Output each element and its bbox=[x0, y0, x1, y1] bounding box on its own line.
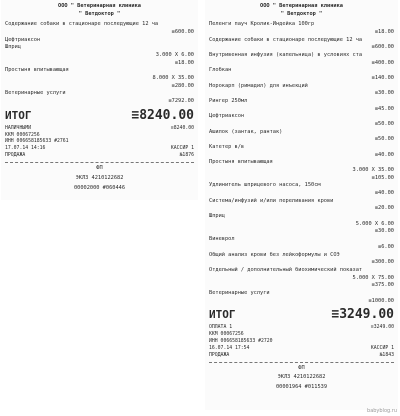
line-item-name: Внутривенная инфузия (капельница) в условиях ста bbox=[209, 52, 363, 59]
line-item-amount: ≡50.00 bbox=[374, 121, 394, 128]
line-item bbox=[209, 228, 394, 236]
receipt-org-name: ООО " Ветеринарная клиника bbox=[58, 3, 141, 9]
line-item bbox=[209, 113, 394, 128]
line-item-name: Норокарп (римадил) для инъекций bbox=[209, 82, 308, 89]
receipt-total-label: ИТОГ bbox=[5, 108, 32, 122]
line-item-name: Отдельный / дополнительный биохимический показат bbox=[209, 266, 363, 273]
line-item bbox=[209, 29, 394, 37]
line-item bbox=[209, 37, 394, 52]
line-item-name: Шприц bbox=[209, 213, 225, 220]
line-item bbox=[5, 67, 194, 75]
line-item bbox=[209, 221, 394, 229]
line-item-amount: ≡600.00 bbox=[371, 44, 394, 51]
receipt-date-row bbox=[5, 146, 194, 153]
receipt-sale: ПРОДАЖА bbox=[5, 153, 26, 159]
line-item bbox=[209, 213, 394, 221]
line-item bbox=[209, 290, 394, 305]
line-item bbox=[5, 37, 194, 45]
receipt-items bbox=[5, 21, 194, 105]
line-item-amount: 5.000 X 75.00 bbox=[352, 274, 394, 281]
line-item bbox=[5, 83, 194, 91]
payment-value: ≡3249.00 bbox=[370, 325, 394, 331]
line-item-amount: ≡50.00 bbox=[374, 136, 394, 143]
line-item-amount: ≡1000.00 bbox=[368, 297, 394, 304]
line-item-name: Цефтриаксон bbox=[209, 113, 245, 120]
line-item-name: Общий анализ крови без лейкоформулы и СОЭ bbox=[209, 251, 340, 258]
line-item-amount: ≡30.00 bbox=[374, 90, 394, 97]
line-item-amount: ≡30.00 bbox=[374, 228, 394, 235]
payment-label: ОПЛАТА 1 bbox=[209, 325, 233, 331]
receipt-cashier: КАССИР 1 bbox=[170, 146, 194, 152]
line-item-name: Простыня впитывающая bbox=[5, 67, 69, 74]
line-item bbox=[209, 267, 394, 275]
divider bbox=[209, 362, 394, 363]
receipt-doc-number: №1876 bbox=[179, 153, 194, 159]
receipt-date: 16.07.14 17:54 bbox=[209, 345, 250, 351]
receipt-date: 17.07.14 14:16 bbox=[5, 146, 46, 152]
line-item bbox=[209, 175, 394, 183]
receipt-inn-row bbox=[209, 339, 394, 346]
line-item-name: Удлинитель шприцевого насоса, 150см bbox=[209, 182, 321, 189]
watermark: babyblog.ru bbox=[367, 408, 397, 414]
line-item-amount: ≡6.00 bbox=[378, 243, 394, 250]
line-item bbox=[209, 182, 394, 197]
receipt-date-row bbox=[209, 346, 394, 353]
divider bbox=[5, 162, 194, 163]
line-item-amount: ≡40.00 bbox=[374, 151, 394, 158]
line-item-name: Виневрол bbox=[209, 236, 235, 243]
receipt-total-row bbox=[5, 107, 194, 126]
line-item-amount: ≡18.00 bbox=[174, 59, 194, 66]
receipt-eklz: ЭКЛЗ 4210122682 bbox=[75, 175, 124, 182]
line-item bbox=[209, 198, 394, 213]
line-item-amount: ≡18.00 bbox=[374, 29, 394, 36]
line-item bbox=[5, 90, 194, 105]
receipt-org-name-2: " Ветдоктор " bbox=[78, 10, 121, 17]
receipt-total-label: ИТОГ bbox=[209, 308, 236, 322]
line-item-name: Система/инфузий и/или переливания крови bbox=[209, 197, 334, 204]
receipt-org-name: ООО " Ветеринарная клиника bbox=[260, 3, 343, 9]
line-item bbox=[209, 129, 394, 144]
line-item-name: Глобкан bbox=[209, 67, 232, 74]
line-item-amount: ≡375.00 bbox=[371, 282, 394, 289]
line-item-name: Ашилок (зантак, рантак) bbox=[209, 128, 283, 135]
line-item-name: Катетер в/в bbox=[209, 144, 245, 151]
receipt-fp: ФП bbox=[96, 165, 103, 172]
line-item-amount: 5.000 X 6.00 bbox=[355, 220, 394, 227]
line-item bbox=[209, 252, 394, 267]
receipt-sale: ПРОДАЖА bbox=[209, 352, 230, 358]
line-item-amount: ≡45.00 bbox=[374, 105, 394, 112]
line-item bbox=[209, 21, 394, 29]
receipt-eklz-number: 00001964 #011539 bbox=[275, 384, 328, 391]
line-item bbox=[209, 275, 394, 283]
receipt-sale-row bbox=[5, 153, 194, 160]
receipt-total-row bbox=[209, 306, 394, 325]
line-item-amount: ≡140.00 bbox=[371, 75, 394, 82]
line-item-name: Содержание собаки в стационаре последующие 12 ча bbox=[209, 36, 363, 43]
line-item bbox=[209, 52, 394, 67]
receipt-payment-row bbox=[209, 325, 394, 332]
receipt-sale-row bbox=[209, 353, 394, 360]
line-item-name: Пеленги пауч Кролик-Индейка 100гр bbox=[209, 21, 315, 28]
receipt-payment-row bbox=[5, 126, 194, 133]
line-item bbox=[5, 60, 194, 68]
receipt-items bbox=[209, 21, 394, 305]
payment-value: ≡8240.00 bbox=[170, 125, 194, 131]
line-item bbox=[5, 21, 194, 36]
receipt-doc-number: №1843 bbox=[379, 352, 394, 358]
kkm-number: ККМ 00067256 bbox=[209, 332, 244, 337]
line-item bbox=[209, 98, 394, 113]
line-item-amount: ≡105.00 bbox=[371, 174, 394, 181]
line-item-name: Содержание собаки в стационаре последующие 12 ча bbox=[5, 21, 159, 28]
line-item-name: Цефтриаксон bbox=[5, 36, 41, 43]
receipt-total-value: ≡8240.00 bbox=[131, 107, 194, 123]
receipt-total-value: ≡3249.00 bbox=[331, 307, 394, 323]
line-item-name: Рингер 250мл bbox=[209, 98, 248, 105]
line-item bbox=[209, 167, 394, 175]
receipt-cashier: КАССИР 1 bbox=[370, 345, 394, 351]
line-item-amount: 3.000 X 6.00 bbox=[155, 52, 194, 59]
line-item-amount: 8.000 X 35.00 bbox=[152, 75, 194, 82]
kkm-number: ККМ 00067256 bbox=[5, 132, 40, 138]
line-item bbox=[209, 83, 394, 98]
line-item-amount: 3.000 X 35.00 bbox=[352, 167, 394, 174]
line-item-amount: ≡600.00 bbox=[171, 29, 194, 36]
line-item bbox=[209, 236, 394, 251]
receipt-eklz: ЭКЛЗ 4210122682 bbox=[277, 374, 326, 381]
line-item bbox=[209, 282, 394, 290]
line-item bbox=[209, 159, 394, 167]
line-item bbox=[209, 67, 394, 82]
line-item-amount: ≡20.00 bbox=[374, 205, 394, 212]
receipt-left bbox=[1, 0, 198, 200]
receipt-right bbox=[205, 0, 398, 410]
line-item-amount: ≡300.00 bbox=[371, 259, 394, 266]
line-item-name: Ветеринарные услуги bbox=[5, 90, 66, 97]
receipt-eklz-number: 00002000 #060446 bbox=[73, 184, 126, 191]
line-item bbox=[5, 75, 194, 83]
line-item bbox=[5, 44, 194, 52]
line-item-amount: ≡400.00 bbox=[371, 59, 394, 66]
inn-number: ИНН 006658185633 #2720 bbox=[209, 338, 273, 344]
line-item bbox=[209, 144, 394, 159]
line-item-amount: ≡7292.00 bbox=[168, 98, 194, 105]
inn-number: ИНН 006658185633 #2761 bbox=[5, 139, 69, 145]
line-item-amount: ≡280.00 bbox=[171, 82, 194, 89]
line-item bbox=[5, 52, 194, 60]
receipt-kkm-row bbox=[209, 332, 394, 339]
payment-label: НАЛИЧНЫМИ bbox=[5, 125, 31, 131]
receipt-fp: ФП bbox=[298, 364, 305, 371]
line-item-name: Ветеринарные услуги bbox=[209, 289, 270, 296]
line-item-name: Шприц bbox=[5, 44, 21, 51]
line-item-amount: ≡40.00 bbox=[374, 190, 394, 197]
line-item-name: Простыня впитывающая bbox=[209, 159, 273, 166]
receipt-org-name-2: " Ветдоктор " bbox=[280, 10, 323, 17]
